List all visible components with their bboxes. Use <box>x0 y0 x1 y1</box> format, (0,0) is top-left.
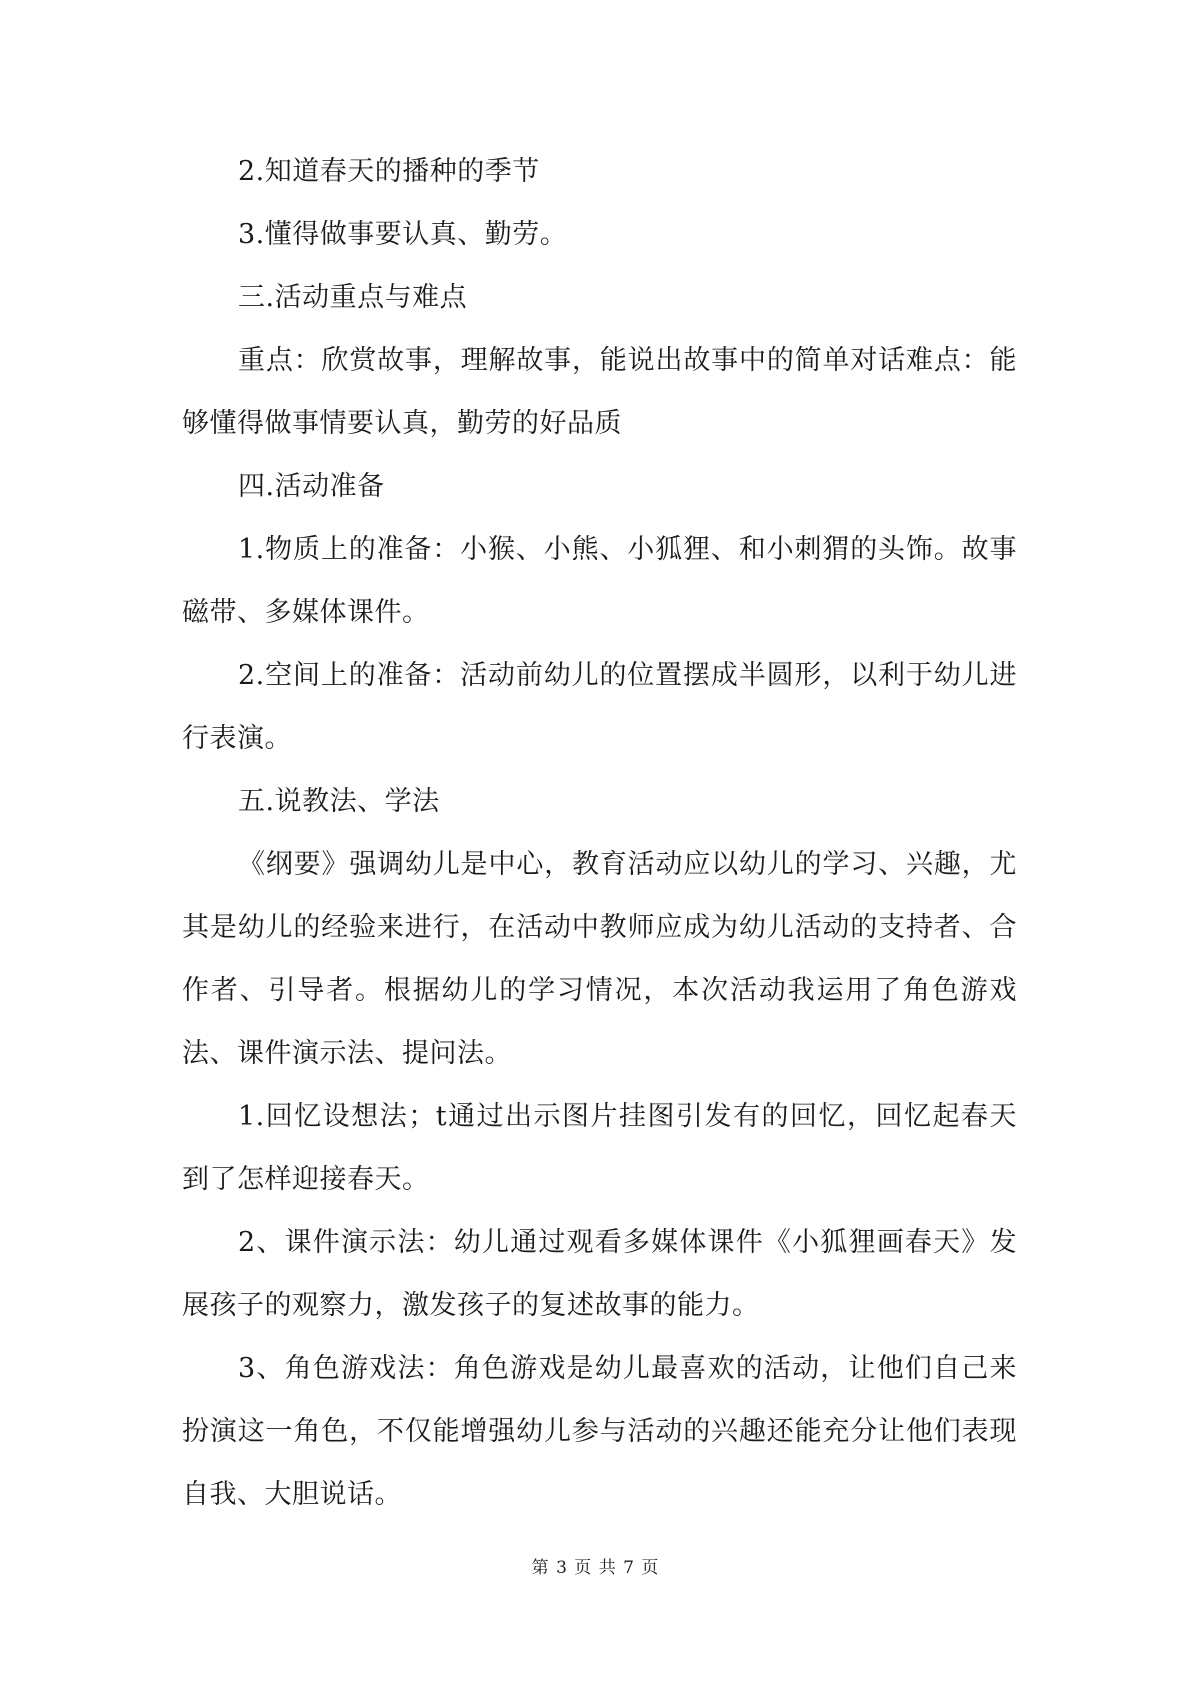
paragraph: 《纲要》强调幼儿是中心，教育活动应以幼儿的学习、兴趣，尤其是幼儿的经验来进行，在活动中教师应成为幼儿活动的支持者、合作者、引导者。根据幼儿的学习情况，本次活动我运用了角色游戏法、课件演示法、提问法。 <box>182 849 1017 1069</box>
section-heading: 四.活动准备 <box>238 471 385 502</box>
paragraph: 2.知道春天的播种的季节 <box>238 156 540 187</box>
paragraph: 3.懂得做事要认真、勤劳。 <box>238 219 568 250</box>
page-number-footer: 第 3 页 共 7 页 <box>531 1558 660 1578</box>
paragraph: 3、角色游戏法：角色游戏是幼儿最喜欢的活动，让他们自己来扮演这一角色，不仅能增强幼儿参与活动的兴趣还能充分让他们表现自我、大胆说话。 <box>182 1353 1017 1510</box>
paragraph: 1.物质上的准备：小猴、小熊、小狐狸、和小刺猬的头饰。故事磁带、多媒体课件。 <box>182 534 1017 628</box>
section-heading: 三.活动重点与难点 <box>238 282 468 313</box>
paragraph: 重点：欣赏故事，理解故事，能说出故事中的简单对话难点：能够懂得做事情要认真，勤劳的好品质 <box>182 345 1017 439</box>
paragraph: 2.空间上的准备：活动前幼儿的位置摆成半圆形，以利于幼儿进行表演。 <box>182 660 1017 754</box>
paragraph: 1.回忆设想法；t通过出示图片挂图引发有的回忆，回忆起春天到了怎样迎接春天。 <box>182 1101 1017 1195</box>
paragraph: 2、课件演示法：幼儿通过观看多媒体课件《小狐狸画春天》发展孩子的观察力，激发孩子的复述故事的能力。 <box>182 1227 1017 1321</box>
section-heading: 五.说教法、学法 <box>238 786 440 817</box>
document-body <box>182 140 1017 1526</box>
